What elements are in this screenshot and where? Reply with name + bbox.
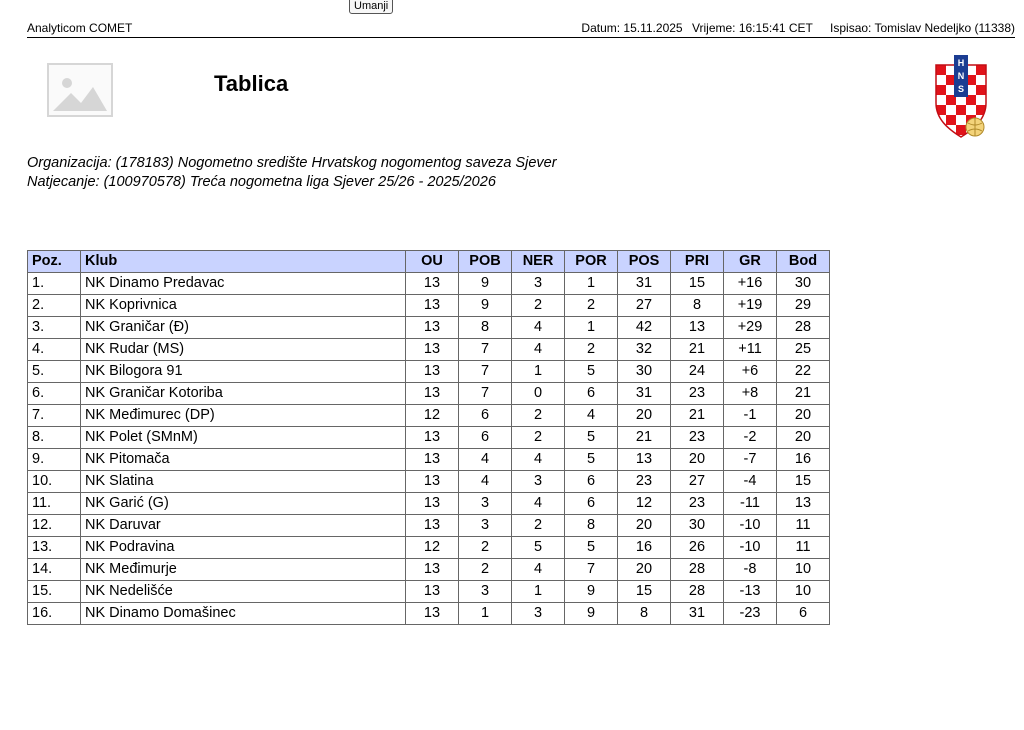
goal-diff-cell: -4 [724, 471, 777, 493]
losses-cell: 5 [565, 361, 618, 383]
losses-cell: 1 [565, 273, 618, 295]
hns-crest-icon [932, 51, 990, 143]
wins-cell: 7 [459, 361, 512, 383]
club-cell: NK Dinamo Predavac [81, 273, 406, 295]
table-row [28, 383, 830, 405]
points-cell: 13 [777, 493, 830, 515]
goal-diff-cell: -13 [724, 581, 777, 603]
losses-cell: 6 [565, 383, 618, 405]
wins-cell: 1 [459, 603, 512, 625]
goals-for-cell: 31 [618, 383, 671, 405]
position-cell: 15. [28, 581, 81, 603]
played-cell: 13 [406, 383, 459, 405]
goals-for-cell: 13 [618, 449, 671, 471]
column-header: POS [618, 251, 671, 273]
column-header: GR [724, 251, 777, 273]
points-cell: 22 [777, 361, 830, 383]
table-row [28, 537, 830, 559]
goals-against-cell: 28 [671, 559, 724, 581]
wins-cell: 9 [459, 295, 512, 317]
played-cell: 13 [406, 515, 459, 537]
club-cell: NK Međimurje [81, 559, 406, 581]
draws-cell: 4 [512, 449, 565, 471]
competition-info [27, 154, 557, 192]
column-header: Poz. [28, 251, 81, 273]
app-name: Analyticom COMET [27, 21, 133, 35]
wins-cell: 3 [459, 515, 512, 537]
column-header: POR [565, 251, 618, 273]
crest-letter-h: H [957, 58, 965, 68]
position-cell: 12. [28, 515, 81, 537]
draws-cell: 1 [512, 361, 565, 383]
losses-cell: 7 [565, 559, 618, 581]
image-placeholder-icon [47, 63, 113, 117]
wins-cell: 4 [459, 449, 512, 471]
report-time: Vrijeme: 16:15:41 CET [691, 21, 813, 35]
points-cell: 21 [777, 383, 830, 405]
table-row [28, 449, 830, 471]
column-header: NER [512, 251, 565, 273]
goals-for-cell: 20 [618, 515, 671, 537]
draws-cell: 1 [512, 581, 565, 603]
wins-cell: 7 [459, 339, 512, 361]
goals-for-cell: 31 [618, 273, 671, 295]
points-cell: 6 [777, 603, 830, 625]
goal-diff-cell: -1 [724, 405, 777, 427]
goal-diff-cell: +11 [724, 339, 777, 361]
draws-cell: 5 [512, 537, 565, 559]
played-cell: 12 [406, 405, 459, 427]
goal-diff-cell: +8 [724, 383, 777, 405]
position-cell: 16. [28, 603, 81, 625]
goals-for-cell: 27 [618, 295, 671, 317]
report-meta [575, 21, 1015, 35]
club-cell: NK Međimurec (DP) [81, 405, 406, 427]
played-cell: 13 [406, 427, 459, 449]
competition-line: Natjecanje: (100970578) Treća nogometna liga Sjever 25/26 - 2025/2026 [27, 174, 496, 190]
losses-cell: 9 [565, 603, 618, 625]
table-row [28, 471, 830, 493]
played-cell: 13 [406, 361, 459, 383]
goal-diff-cell: +19 [724, 295, 777, 317]
draws-cell: 4 [512, 559, 565, 581]
report-date: Datum: 15.11.2025 [581, 21, 683, 35]
club-cell: NK Pitomača [81, 449, 406, 471]
column-header: PRI [671, 251, 724, 273]
table-row [28, 427, 830, 449]
goal-diff-cell: -8 [724, 559, 777, 581]
goals-against-cell: 26 [671, 537, 724, 559]
position-cell: 9. [28, 449, 81, 471]
goals-for-cell: 23 [618, 471, 671, 493]
position-cell: 2. [28, 295, 81, 317]
position-cell: 3. [28, 317, 81, 339]
points-cell: 15 [777, 471, 830, 493]
losses-cell: 4 [565, 405, 618, 427]
position-cell: 11. [28, 493, 81, 515]
losses-cell: 2 [565, 295, 618, 317]
goals-against-cell: 24 [671, 361, 724, 383]
table-row [28, 361, 830, 383]
draws-cell: 4 [512, 493, 565, 515]
table-row [28, 603, 830, 625]
losses-cell: 5 [565, 537, 618, 559]
position-cell: 6. [28, 383, 81, 405]
table-row [28, 493, 830, 515]
goals-for-cell: 42 [618, 317, 671, 339]
table-row [28, 339, 830, 361]
played-cell: 13 [406, 559, 459, 581]
played-cell: 13 [406, 317, 459, 339]
table-header-row [28, 251, 830, 273]
losses-cell: 5 [565, 449, 618, 471]
draws-cell: 4 [512, 339, 565, 361]
table-row [28, 317, 830, 339]
club-cell: NK Slatina [81, 471, 406, 493]
goals-against-cell: 20 [671, 449, 724, 471]
played-cell: 13 [406, 493, 459, 515]
points-cell: 30 [777, 273, 830, 295]
table-row [28, 405, 830, 427]
played-cell: 13 [406, 295, 459, 317]
played-cell: 13 [406, 581, 459, 603]
goal-diff-cell: -2 [724, 427, 777, 449]
points-cell: 11 [777, 515, 830, 537]
goals-against-cell: 21 [671, 339, 724, 361]
played-cell: 13 [406, 603, 459, 625]
goals-against-cell: 8 [671, 295, 724, 317]
crest-letter-n: N [957, 71, 965, 81]
club-cell: NK Dinamo Domašinec [81, 603, 406, 625]
wins-cell: 3 [459, 493, 512, 515]
draws-cell: 3 [512, 273, 565, 295]
wins-cell: 6 [459, 405, 512, 427]
points-cell: 20 [777, 427, 830, 449]
losses-cell: 8 [565, 515, 618, 537]
wins-cell: 3 [459, 581, 512, 603]
played-cell: 12 [406, 537, 459, 559]
table-row [28, 273, 830, 295]
goals-for-cell: 32 [618, 339, 671, 361]
club-cell: NK Rudar (MS) [81, 339, 406, 361]
club-cell: NK Koprivnica [81, 295, 406, 317]
wins-cell: 2 [459, 559, 512, 581]
club-cell: NK Nedelišće [81, 581, 406, 603]
wins-cell: 8 [459, 317, 512, 339]
table-row [28, 559, 830, 581]
club-cell: NK Polet (SMnM) [81, 427, 406, 449]
standings-body [28, 273, 830, 625]
played-cell: 13 [406, 273, 459, 295]
column-header: OU [406, 251, 459, 273]
goals-for-cell: 21 [618, 427, 671, 449]
goals-against-cell: 23 [671, 427, 724, 449]
standings-table [27, 250, 830, 625]
goal-diff-cell: +6 [724, 361, 777, 383]
club-cell: NK Podravina [81, 537, 406, 559]
played-cell: 13 [406, 339, 459, 361]
played-cell: 13 [406, 449, 459, 471]
goals-for-cell: 16 [618, 537, 671, 559]
goals-against-cell: 21 [671, 405, 724, 427]
goals-against-cell: 15 [671, 273, 724, 295]
goal-diff-cell: -7 [724, 449, 777, 471]
losses-cell: 6 [565, 493, 618, 515]
losses-cell: 1 [565, 317, 618, 339]
goal-diff-cell: -11 [724, 493, 777, 515]
wins-cell: 2 [459, 537, 512, 559]
goal-diff-cell: -23 [724, 603, 777, 625]
draws-cell: 2 [512, 295, 565, 317]
column-header: Bod [777, 251, 830, 273]
column-header: POB [459, 251, 512, 273]
club-cell: NK Bilogora 91 [81, 361, 406, 383]
points-cell: 25 [777, 339, 830, 361]
draws-cell: 0 [512, 383, 565, 405]
draws-cell: 3 [512, 603, 565, 625]
goals-against-cell: 27 [671, 471, 724, 493]
organization-line: Organizacija: (178183) Nogometno središte Hrvatskog nogomentog saveza Sjever [27, 155, 557, 171]
position-cell: 4. [28, 339, 81, 361]
table-row [28, 581, 830, 603]
goals-for-cell: 12 [618, 493, 671, 515]
goals-for-cell: 20 [618, 559, 671, 581]
position-cell: 10. [28, 471, 81, 493]
zoom-out-button[interactable]: Umanji [349, 0, 393, 14]
goal-diff-cell: -10 [724, 537, 777, 559]
position-cell: 7. [28, 405, 81, 427]
wins-cell: 9 [459, 273, 512, 295]
losses-cell: 9 [565, 581, 618, 603]
wins-cell: 4 [459, 471, 512, 493]
goal-diff-cell: +29 [724, 317, 777, 339]
losses-cell: 2 [565, 339, 618, 361]
table-row [28, 295, 830, 317]
points-cell: 29 [777, 295, 830, 317]
points-cell: 11 [777, 537, 830, 559]
table-row [28, 515, 830, 537]
losses-cell: 6 [565, 471, 618, 493]
position-cell: 14. [28, 559, 81, 581]
goals-for-cell: 30 [618, 361, 671, 383]
points-cell: 10 [777, 559, 830, 581]
goals-for-cell: 15 [618, 581, 671, 603]
report-header [27, 18, 1015, 38]
points-cell: 10 [777, 581, 830, 603]
draws-cell: 4 [512, 317, 565, 339]
crest-letter-s: S [957, 84, 965, 94]
goals-against-cell: 23 [671, 383, 724, 405]
position-cell: 5. [28, 361, 81, 383]
column-header: Klub [81, 251, 406, 273]
goals-for-cell: 8 [618, 603, 671, 625]
goals-against-cell: 31 [671, 603, 724, 625]
position-cell: 13. [28, 537, 81, 559]
points-cell: 20 [777, 405, 830, 427]
printed-by: Ispisao: Tomislav Nedeljko (11338) [830, 21, 1015, 35]
position-cell: 1. [28, 273, 81, 295]
draws-cell: 2 [512, 427, 565, 449]
wins-cell: 6 [459, 427, 512, 449]
club-cell: NK Garić (G) [81, 493, 406, 515]
club-cell: NK Graničar (Đ) [81, 317, 406, 339]
draws-cell: 3 [512, 471, 565, 493]
wins-cell: 7 [459, 383, 512, 405]
page-title: Tablica [214, 71, 289, 96]
club-cell: NK Daruvar [81, 515, 406, 537]
goal-diff-cell: -10 [724, 515, 777, 537]
points-cell: 16 [777, 449, 830, 471]
losses-cell: 5 [565, 427, 618, 449]
goals-against-cell: 23 [671, 493, 724, 515]
draws-cell: 2 [512, 405, 565, 427]
goals-against-cell: 30 [671, 515, 724, 537]
draws-cell: 2 [512, 515, 565, 537]
points-cell: 28 [777, 317, 830, 339]
goal-diff-cell: +16 [724, 273, 777, 295]
goals-against-cell: 28 [671, 581, 724, 603]
position-cell: 8. [28, 427, 81, 449]
goals-against-cell: 13 [671, 317, 724, 339]
played-cell: 13 [406, 471, 459, 493]
club-cell: NK Graničar Kotoriba [81, 383, 406, 405]
goals-for-cell: 20 [618, 405, 671, 427]
